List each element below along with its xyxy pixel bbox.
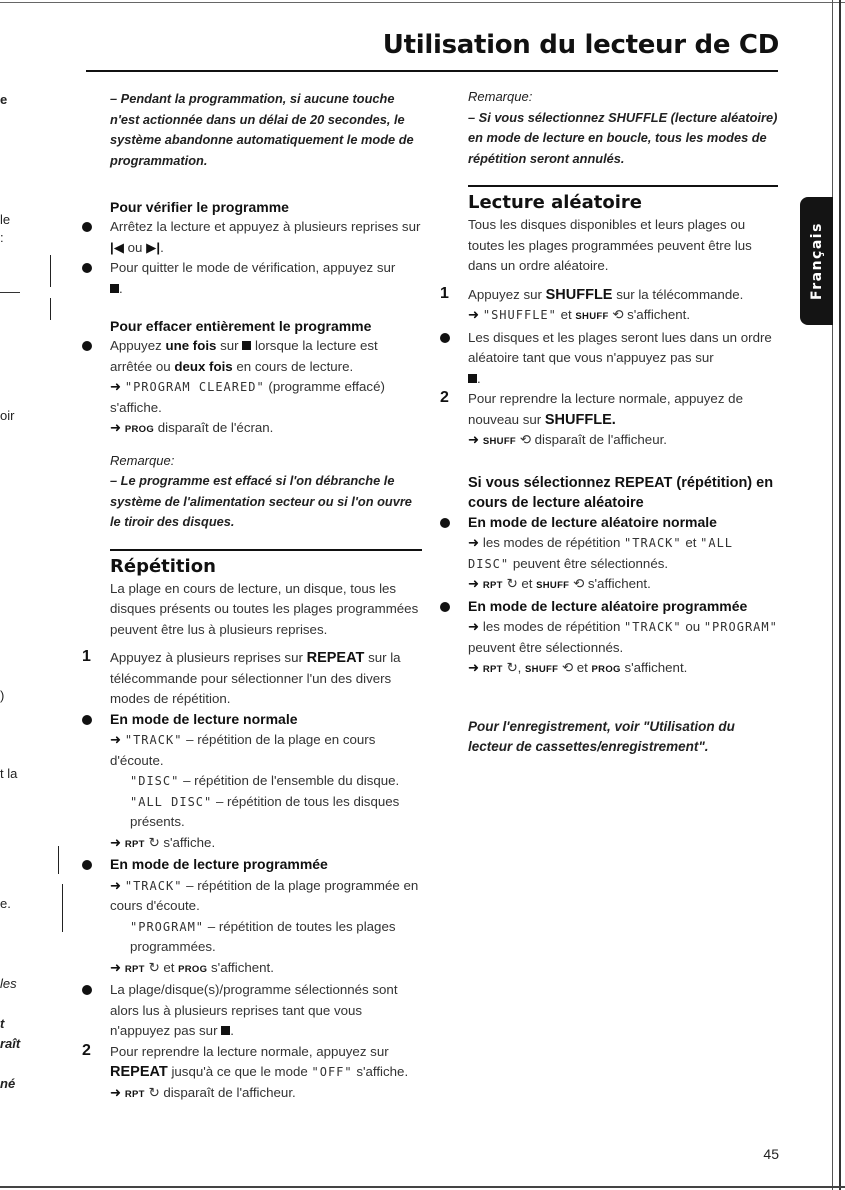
step-number: 2 [82,1041,91,1059]
programmed-mode-heading: En mode de lecture programmée [110,856,328,872]
shuffle-result-1: ➜ "SHUFFLE" et SHUFF ⟲ s'affichent. [468,307,691,322]
margin-fragment: oir [0,408,15,423]
arrow-icon: ➜ [110,379,122,394]
lcd-all-disc: "ALL DISC" [468,536,734,571]
shuffle-key: SHUFFLE [545,286,613,303]
shuffle-normal-modes: ➜ les modes de répétition "TRACK" et "ALL DISC" peuvent être sélectionnés. [468,535,734,571]
verify-program-heading: Pour vérifier le programme [110,199,289,215]
normal-disc-line: "DISC" – répétition de l'ensemble du disque. [130,773,400,788]
shuffle-symbol-icon: ⟲ [519,432,531,447]
lcd-program: "PROGRAM" [703,620,778,634]
shuffle-step-2: 2 Pour reprendre la lecture normale, appuyez de nouveau sur SHUFFLE. [440,389,743,428]
rpt-indicator: RPT [124,1088,145,1100]
lcd-track: "TRACK" [624,620,682,634]
prog-indicator: PROG [591,664,621,675]
repeat-symbol-icon: ↻ [506,576,518,591]
lcd-program-cleared: "PROGRAM CLEARED" [124,380,265,394]
repeat-heading: Répétition [110,555,216,577]
arrow-icon: ➜ [110,420,122,435]
verify-bullet-2: Pour quitter le mode de vérification, appuyez sur . [110,258,422,299]
margin-fragment: : [0,230,4,245]
arrow-icon: ➜ [468,432,480,447]
shuffle-symbol-icon: ⟲ [573,576,585,591]
repeat-symbol-icon: ↻ [148,834,160,850]
margin-mark [50,298,51,320]
remark-text: – Le programme est effacé si l'on débranche le système de l'alimentation secteur ou si l'on ouvre le tiroir des disques. [110,473,412,529]
stop-icon [242,341,251,350]
repeat-step-2: 2 Pour reprendre la lecture normale, appuyez sur REPEAT jusqu'à ce que le mode "OFF" s'affiche. [82,1041,409,1080]
shuffle-symbol-icon: ⟲ [561,660,574,675]
rpt-indicator: RPT [482,664,503,675]
shuffle-programmed-item [468,597,778,618]
arrow-icon: ➜ [468,660,480,675]
prog-program-line: "PROGRAM" – répétition de toutes les plages programmées. [130,918,396,954]
repeat-symbol-icon: ↻ [506,660,518,675]
lcd-shuffle: "SHUFFLE" [482,308,557,322]
shuffle-normal-item [468,513,778,534]
page-number: 45 [763,1146,779,1162]
prog-track-line: ➜ "TRACK" – répétition de la plage programmée en cours d'écoute. [110,877,419,913]
margin-fragment: t la [0,766,18,781]
repeat-step-1: 1 Appuyez à plusieurs reprises sur REPEAT sur la télécommande pour sélectionner l'un des divers modes de répétition. [82,648,401,706]
language-tab-label: Français [808,222,825,300]
repeat-intro: La plage en cours de lecture, un disque, tous les disques présents ou toutes les plages programmées peuvent être lus à plusieurs reprises. [110,580,419,637]
previous-track-icon: |◀ [110,239,124,255]
margin-fragment: raît [0,1036,21,1051]
margin-fragment: e. [0,896,11,911]
repeat-symbol-icon: ↻ [148,959,160,975]
arrow-icon: ➜ [110,732,122,747]
shuffle-key: SHUFFLE. [544,411,616,428]
page-right-edge [839,0,841,1190]
verify-bullet-1: Arrêtez la lecture et appuyez à plusieurs reprises sur |◀ ou ▶|. [110,217,422,258]
bullet-icon [82,860,92,870]
margin-mark [50,255,51,287]
page-right-border [832,0,833,1190]
prog-indicator: PROG [178,963,208,975]
normal-all-disc-line: "ALL DISC" – répétition de tous les disques présents. [130,793,400,829]
arrow-icon: ➜ [468,307,480,322]
step-number: 1 [440,284,449,302]
stop-icon [110,284,119,293]
page-top-border [0,2,845,3]
shuff-indicator: SHUFF [525,664,559,675]
normal-track-line: ➜ "TRACK" – répétition de la plage en cours d'écoute. [110,732,376,768]
repeat-bullet-3: La plage/disque(s)/programme sélectionnés sont alors lus à plusieurs reprises tant que vous n'appuyez pas sur . [110,980,422,1042]
shuffle-symbol-icon: ⟲ [612,307,624,322]
shuffle-normal-indicators: ➜ RPT ↻ et SHUFF ⟲ s'affichent. [468,576,651,591]
shuffle-programmed-heading: En mode de lecture aléatoire programmée [468,597,748,614]
prog-rpt-line: ➜ RPT ↻ et PROG s'affichent. [110,959,274,975]
shuffle-prog-modes: ➜ les modes de répétition "TRACK" ou "PROGRAM" peuvent être sélectionnés. [468,619,778,655]
language-tab [800,197,833,325]
clear-program-heading: Pour effacer entièrement le programme [110,318,372,334]
bullet-icon [82,985,92,995]
page-bottom-border [0,1186,845,1188]
shuffle-bullet: Les disques et les plages seront lues dans un ordre aléatoire tant que vous n'appuyez pas sur . [468,328,778,390]
margin-rule [0,292,20,293]
normal-mode-heading: En mode de lecture normale [110,710,298,727]
arrow-icon: ➜ [110,959,122,975]
margin-fragment: e [0,92,8,107]
remark-text: – Si vous sélectionnez SHUFFLE (lecture aléatoire) en mode de lecture en boucle, tous les modes de répétition seront annulés. [468,109,778,166]
normal-rpt-line: ➜ RPT ↻ s'affiche. [110,834,216,850]
shuff-indicator: SHUFF [482,436,517,447]
bullet-icon [440,333,450,343]
bullet-icon [440,602,450,612]
shuffle-intro: Tous les disques disponibles et leurs plages ou toutes les plages programmées peuvent être lus dans un ordre aléatoire. [468,217,752,273]
remark-label: Remarque: [468,89,533,104]
rpt-indicator: RPT [124,838,145,850]
repeat-key: REPEAT [306,650,365,666]
margin-fragment: né [0,1076,16,1091]
shuff-indicator: SHUFF [536,580,570,591]
next-track-icon: ▶| [146,239,161,255]
repeat-key: REPEAT [110,1064,168,1080]
lcd-track: "TRACK" [124,733,183,747]
margin-fragment: le [0,212,11,227]
margin-fragment: ) [0,688,5,703]
stop-icon [468,374,477,383]
step-number: 1 [82,648,91,665]
title-rule [86,70,778,72]
step2-rpt-line: ➜ RPT ↻ disparaît de l'afficheur. [110,1084,296,1100]
rpt-indicator: RPT [482,580,503,591]
shuffle-step-1: 1 Appuyez sur SHUFFLE sur la télécommande. [440,284,744,303]
margin-fragment: t [0,1016,5,1031]
arrow-icon: ➜ [468,619,480,634]
arrow-icon: ➜ [110,1084,122,1100]
clear-result-2: ➜ PROG disparaît de l'écran. [110,420,274,435]
bullet-icon [440,518,450,528]
shuffle-heading: Lecture aléatoire [468,192,643,213]
shuffle-prog-indicators: ➜ RPT ↻, SHUFF ⟲ et PROG s'affichent. [468,660,688,675]
clear-result-1: ➜ "PROGRAM CLEARED" (programme effacé) s'affiche. [110,379,385,415]
rpt-indicator: RPT [124,963,145,975]
remark-label: Remarque: [110,452,175,468]
bullet-icon [82,263,92,273]
margin-fragment: les [0,976,17,991]
bullet-icon [82,341,92,351]
left-column [82,89,422,1105]
repeat-symbol-icon: ↻ [148,1084,160,1100]
repeat-during-shuffle-heading: Si vous sélectionnez REPEAT (répétition) en cours de lecture aléatoire [468,474,774,511]
lcd-all-disc: "ALL DISC" [130,794,213,809]
margin-mark [62,884,63,932]
clear-bullet: Appuyez une fois sur lorsque la lecture est arrêtée ou deux fois en cours de lecture. [110,336,422,377]
arrow-icon: ➜ [110,877,122,893]
lcd-track: "TRACK" [624,536,682,550]
stop-icon [221,1026,230,1035]
shuffle-normal-heading: En mode de lecture aléatoire normale [468,513,717,530]
lcd-track: "TRACK" [124,878,183,893]
normal-mode-item [110,710,422,731]
lcd-off: "OFF" [311,1065,353,1079]
arrow-icon: ➜ [468,576,480,591]
prog-indicator: PROG [124,424,155,435]
arrow-icon: ➜ [468,535,480,550]
programming-timeout-note: – Pendant la programmation, si aucune touche n'est actionnée dans un délai de 20 secondes, le système abandonne automatiquement le mode de programmation. [110,91,414,168]
lcd-disc: "DISC" [130,774,180,788]
page-title: Utilisation du lecteur de CD [382,30,779,60]
right-column [440,87,778,758]
shuffle-result-2: ➜ SHUFF ⟲ disparaît de l'afficheur. [468,432,667,447]
bullet-icon [82,715,92,725]
programmed-mode-item [110,855,422,876]
shuff-indicator: SHUFF [575,311,609,322]
arrow-icon: ➜ [110,834,122,850]
lcd-program: "PROGRAM" [130,919,205,934]
recording-reference-note: Pour l'enregistrement, voir "Utilisation du lecteur de cassettes/enregistrement". [468,718,735,754]
margin-mark [58,846,59,874]
step-number: 2 [440,389,449,406]
bullet-icon [82,222,92,232]
